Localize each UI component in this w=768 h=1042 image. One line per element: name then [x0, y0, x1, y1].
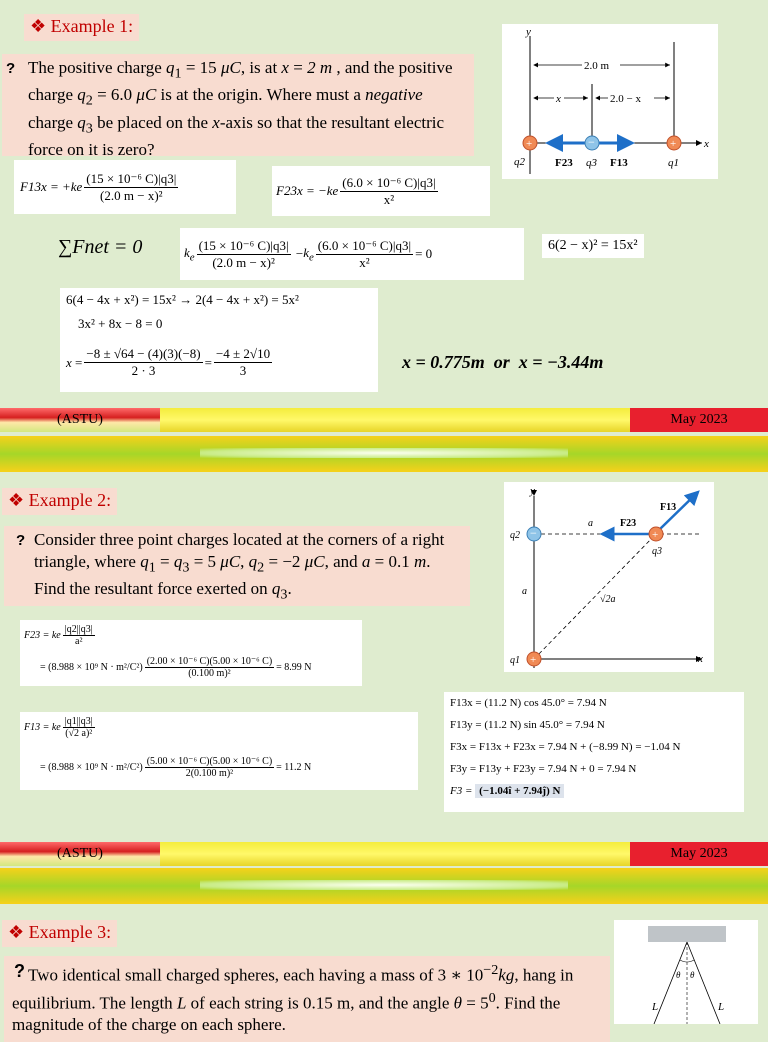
svg-text:+: +: [530, 654, 537, 666]
theta-right-label: θ: [690, 970, 695, 980]
slide-divider-1: [0, 436, 768, 472]
footer-left-2: (ASTU): [0, 842, 160, 866]
f13-calculation: [20, 712, 418, 790]
right-length-label: L: [718, 1001, 725, 1013]
svg-text:−: −: [588, 135, 595, 149]
a-top-label: a: [588, 518, 593, 529]
f13x-component: F13x = (11.2 N) cos 45.0° = 7.94 N: [450, 697, 607, 709]
ceiling-support: [648, 926, 726, 942]
f23-lhs: F23 = ke: [24, 630, 61, 641]
f13-value-denominator: 2(0.100 m)²: [185, 768, 234, 779]
f23x-equation: [272, 166, 490, 216]
f23-value-numerator: (2.00 × 10⁻⁶ C)(5.00 × 10⁻⁶ C): [146, 656, 273, 667]
x-axis-label: x: [704, 138, 709, 150]
question-mark-icon: ?: [6, 60, 16, 77]
expand-line-2: 3x² + 8x − 8 = 0: [78, 316, 163, 331]
example-3-title: ❖ Example 3:: [2, 920, 117, 947]
distance-rest-label: 2.0 − x: [610, 93, 641, 105]
q3-label: q3: [586, 157, 597, 169]
f13x-equation: [14, 160, 236, 214]
quadratic-numerator: −8 ± √64 − (4)(3)(−8): [86, 346, 201, 361]
quadratic-denominator: 2 · 3: [131, 363, 156, 378]
left-length-label: L: [652, 1001, 659, 1013]
f23-calculation: [20, 620, 362, 686]
force-components: [444, 692, 744, 812]
f23x-denominator: x²: [383, 191, 395, 207]
x-axis-label: x: [698, 653, 703, 665]
f13-label: F13: [660, 502, 677, 513]
f13-numerator: |q1||q3|: [64, 716, 93, 727]
f13-constant: = (8.988 × 10⁹ N · m²/C²): [40, 762, 143, 773]
f3x-sum: F3x = F13x + F23x = 7.94 N + (−8.99 N) = −1.04 N: [450, 741, 681, 753]
footer-right-1: May 2023: [630, 408, 768, 432]
example-3-question: [4, 956, 610, 1042]
f13-value-numerator: (5.00 × 10⁻⁶ C)(5.00 × 10⁻⁶ C): [146, 756, 273, 767]
net-force-equation: $k_e$ $\frac{\text{(15 × 10⁻⁶ C)|q3|}}{\text{(2.0 m − x)²}}$ − $k_e$ $\frac{\text{(6.0 × 10⁻⁶ C)|q3|}}{\text{x²}}$ = 0: [180, 228, 524, 280]
q1-label: q1: [510, 655, 520, 666]
svg-text:+: +: [652, 529, 659, 541]
example-3-question-text: Two identical small charged spheres, each having a mass of 3 ∗ $10^{-2}kg$, hang in equilibrium. The length L of each string is 0.15 m, and the angle $\theta = 5^0$. Find the magnitude of the charge on each sphere.: [12, 962, 574, 1035]
example-2-question-text: Consider three point charges located at the corners of a right triangle, where $q_1 = q_3 = 5$ μC, $q_2 = -2$ μC, and a = 0.1 m. Find the resultant force exerted on $q_3$.: [34, 530, 445, 603]
quadratic-numerator-simplified: −4 ± 2√10: [215, 346, 271, 361]
net-denominator-1: (2.0 m − x)²: [212, 254, 275, 270]
example-3-diagram: [614, 920, 758, 1024]
example-2-title: ❖ Example 2:: [2, 488, 117, 515]
f3-lhs: F3 =: [450, 785, 473, 797]
y-axis-label: y: [530, 485, 535, 497]
f13y-component: F13y = (11.2 N) sin 45.0° = 7.94 N: [450, 719, 605, 731]
question-mark-icon: ?: [16, 532, 26, 549]
example-1-diagram: [502, 24, 718, 179]
f13x-lhs: F13x = +ke: [20, 179, 83, 194]
example-1-question: [2, 54, 474, 160]
expand-line-1: 6(4 − 4x + x²) = 15x² → 2(4 − 4x + x²) = 5x²: [66, 292, 299, 307]
net-numerator-1: (15 × 10⁻⁶ C)|q3|: [198, 237, 289, 253]
distance-x-label: x: [556, 93, 561, 105]
f13-denominator: (√2 a)²: [65, 728, 93, 739]
y-axis-label: y: [526, 26, 531, 38]
net-equals-zero: = 0: [415, 246, 433, 261]
net-force-condition: ∑Fnet = 0: [58, 236, 143, 258]
distance-total-label: 2.0 m: [584, 60, 610, 72]
f23-value-denominator: (0.100 m)²: [188, 668, 231, 679]
theta-left-label: θ: [676, 970, 681, 980]
svg-text:+: +: [670, 138, 677, 150]
f23-result: = 8.99 N: [276, 662, 312, 673]
f23x-numerator: (6.0 × 10⁻⁶ C)|q3|: [342, 174, 436, 190]
q2-label: q2: [510, 530, 520, 541]
quadratic-derivation: 6(4 − 4x + x²) = 15x² → 2(4 − 4x + x²) = 5x² 3x² + 8x − 8 = 0 x = $\frac{-8 \pm √64 - (4)(3)(-8)}{2 \cdot 3}$ = $\frac{-4 \pm 2√10}{3}$: [60, 288, 378, 392]
f23-label: F23: [620, 518, 637, 529]
f3y-sum: F3y = F13y + F23y = 7.94 N + 0 = 7.94 N: [450, 763, 637, 775]
right-triangle-charges-figure: [504, 482, 714, 672]
example-2-diagram: [504, 482, 714, 672]
f13-result: = 11.2 N: [276, 762, 312, 773]
right-string: [687, 942, 720, 1024]
charges-on-x-axis-figure: [502, 24, 718, 179]
example-1-question-text: The positive charge $q_1 = 15$ μC, is at x = 2 m , and the positive charge $q_2 = 6.0$ μC is at the origin. Where must a negative charge $q_3$ be placed on the x-axis so that the resultant electric force on it is zero?: [28, 58, 453, 160]
f13-label: F13: [610, 157, 628, 169]
f13x-numerator: (15 × 10⁻⁶ C)|q3|: [86, 170, 177, 186]
q1-label: q1: [668, 157, 679, 169]
svg-text:+: +: [526, 138, 533, 150]
example-2-question: [4, 526, 470, 606]
f23-denominator: a²: [75, 636, 83, 647]
q2-label: q2: [514, 156, 525, 168]
f13-lhs: F13 = ke: [24, 722, 61, 733]
f23-numerator: |q2||q3|: [64, 624, 93, 635]
f3-result: (−1.04î + 7.94ĵ) N: [475, 784, 564, 798]
hanging-spheres-figure: [614, 920, 758, 1024]
footer-left-1: (ASTU): [0, 408, 160, 432]
net-numerator-2: (6.0 × 10⁻⁶ C)|q3|: [317, 237, 412, 253]
svg-text:−: −: [530, 526, 537, 540]
example-1-answer: x = 0.775m or x = −3.44m: [402, 352, 604, 372]
q3-label: q3: [652, 546, 662, 557]
footer-right-2: May 2023: [630, 842, 768, 866]
f23-constant: = (8.988 × 10⁹ N · m²/C²): [40, 662, 143, 673]
example-1-title: ❖ Example 1:: [24, 14, 139, 41]
simplified-equation: 6(2 − x)² = 15x²: [542, 234, 644, 258]
question-mark-icon: ?: [14, 961, 25, 981]
f23-label: F23: [555, 157, 573, 169]
net-denominator-2: x²: [359, 254, 370, 270]
left-string: [654, 942, 687, 1024]
hypotenuse-label: √2a: [600, 594, 616, 605]
slide-divider-2: [0, 868, 768, 904]
a-side-label: a: [522, 586, 527, 597]
f23x-lhs: F23x = −ke: [276, 183, 339, 198]
f13x-denominator: (2.0 m − x)²: [100, 187, 163, 203]
quadratic-denominator-simplified: 3: [239, 363, 247, 378]
